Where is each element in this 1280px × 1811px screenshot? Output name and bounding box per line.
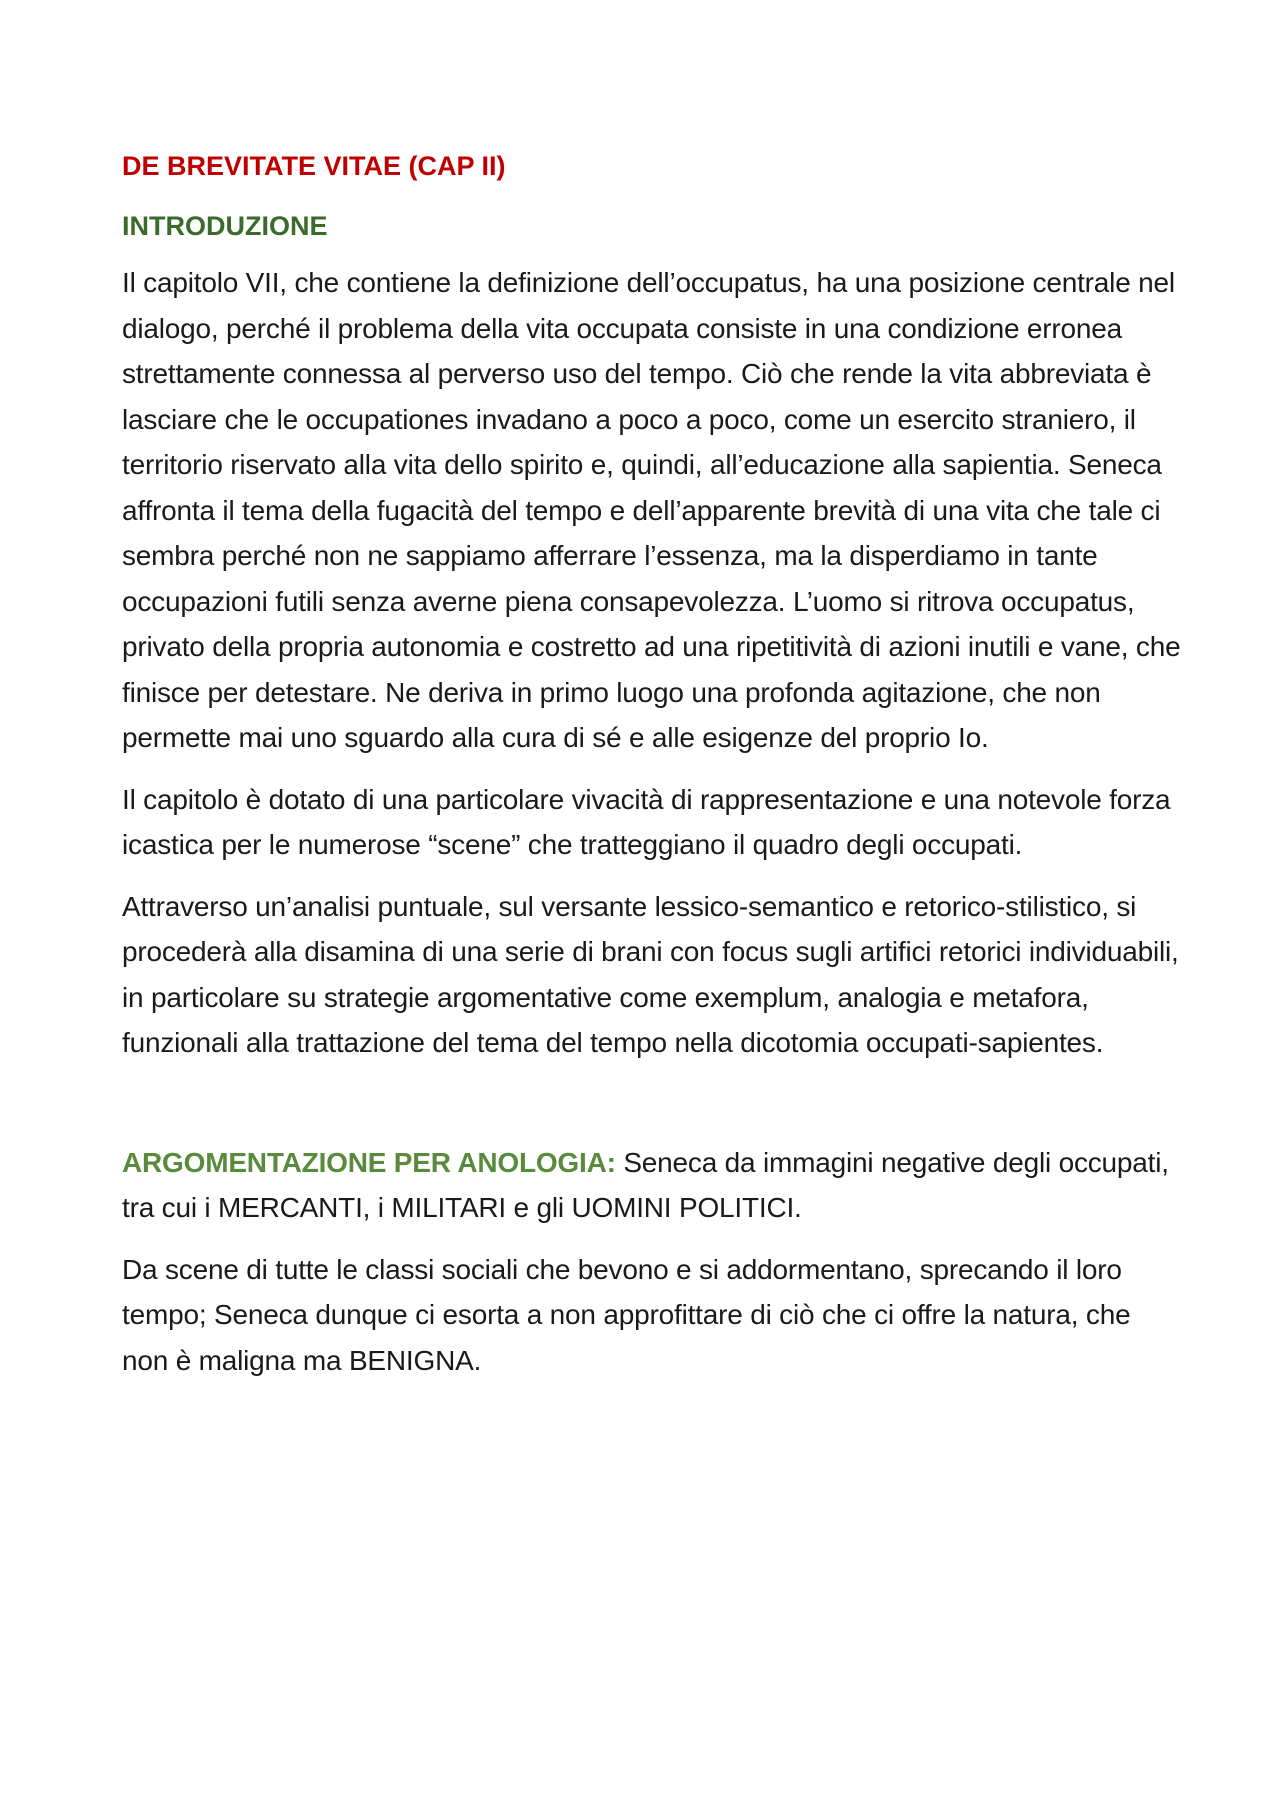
introduction-paragraph-1: Il capitolo VII, che contiene la definizione dell’occupatus, ha una posizione centrale nel dialogo, perché il problema della vita occupata consiste in una condizione erronea strettamente connessa al perverso uso del tempo. Ciò che rende la vita abbreviata è lasciare che le occupationes invadano a poco a poco, come un esercito straniero, il territorio riservato alla vita dello spirito e, quindi, all’educazione alla sapientia. Seneca affronta il tema della fugacità del tempo e dell’apparente brevità di una vita che tale ci sembra perché non ne sappiamo afferrare l’essenza, ma la disperdiamo in tante occupazioni futili senza averne piena consapevolezza. L’uomo si ritrova occupatus, privato della propria autonomia e costretto ad una ripetitività di azioni inutili e vane, che finisce per detestare. Ne deriva in primo luogo una profonda agitazione, che non permette mai uno sguardo alla cura di sé e alle esigenze del proprio Io. [122,267,1181,753]
section-spacer [122,1082,1182,1140]
introduction-heading: INTRODUZIONE [122,211,328,241]
introduction-paragraph-3: Attraverso un’analisi puntuale, sul versante lessico-semantico e retorico-stilistico, si procederà alla disamina di una serie di brani con focus sugli artifici retorici individuabili, in particolare su strategie argomentative come exemplum, analogia e metafora, funzionali alla trattazione del tema del tempo nella dicotomia occupati-sapientes. [122,890,1179,1058]
introduction-paragraph-2: Il capitolo è dotato di una particolare vivacità di rappresentazione e una notevole forza icastica per le numerose “scene” che tratteggiano il quadro degli occupati. [122,783,1171,860]
argumentation-heading-text: Seneca da immagini negative degli occupati, tra cui i MERCANTI, i MILITARI e gli UOMINI POLITICI. [122,1146,1169,1223]
document-title: DE BREVITATE VITAE (CAP II) [122,151,506,181]
document-page [122,150,1182,1399]
argumentation-paragraph [122,1140,1182,1231]
argumentation-detail-paragraph: Da scene di tutte le classi sociali che bevono e si addormentano, sprecando il loro tempo; Seneca dunque ci esorta a non approfittare di ciò che ci offre la natura, che non è maligna ma BENIGNA. [122,1253,1131,1376]
argumentation-heading: ARGOMENTAZIONE PER ANOLOGIA: [122,1146,616,1178]
